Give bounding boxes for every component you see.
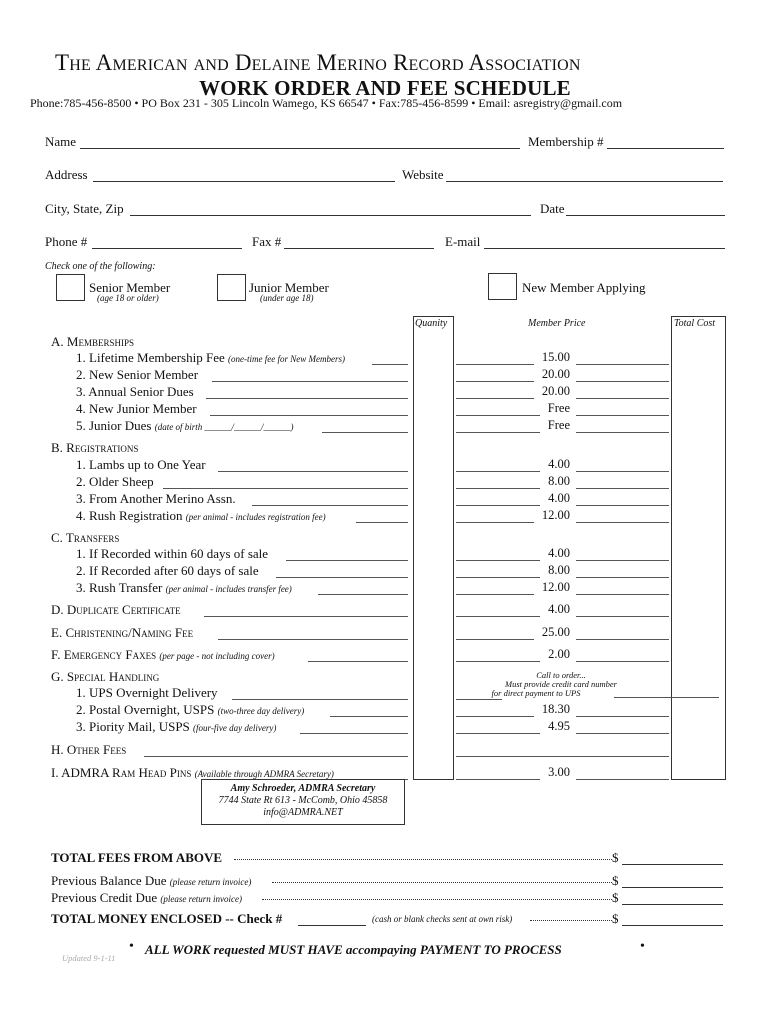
price-header: Member Price xyxy=(528,318,586,329)
address-label: Address xyxy=(45,167,88,182)
c3-note: (per animal - includes transfer fee) xyxy=(165,584,292,594)
total-fees-dollar: $ xyxy=(612,850,619,865)
f-price: 2.00 xyxy=(548,647,570,661)
f-leader xyxy=(308,661,408,662)
a2-price: 20.00 xyxy=(541,367,570,381)
a1-price: 15.00 xyxy=(541,350,570,364)
updated-date: Updated 9-1-11 xyxy=(62,953,116,963)
section-a-heading: A. Memberships xyxy=(51,334,134,349)
b3-total-line xyxy=(576,505,669,506)
a1-label xyxy=(76,350,345,366)
c2-total-line xyxy=(576,577,669,578)
a5-leader xyxy=(322,432,408,433)
i-total-line xyxy=(576,779,669,780)
e-total-line xyxy=(576,639,669,640)
g2-text: 2. Postal Overnight, USPS xyxy=(76,702,215,717)
prev-balance-row xyxy=(51,873,251,889)
bullet-left-icon: • xyxy=(129,939,134,954)
a3-price-leader xyxy=(456,398,534,399)
g1-price-leader xyxy=(456,699,502,700)
money-enclosed-dollar: $ xyxy=(612,911,619,926)
d-price-leader xyxy=(456,616,540,617)
b4-price-leader xyxy=(456,522,534,523)
prev-credit-label: Previous Credit Due xyxy=(51,890,158,905)
c3-price-leader xyxy=(456,594,534,595)
i-price: 3.00 xyxy=(548,765,570,779)
g2-leader xyxy=(330,716,408,717)
total-fees-field[interactable] xyxy=(622,864,723,865)
bullet-right-icon: • xyxy=(640,939,645,954)
b3-price-leader xyxy=(456,505,540,506)
a4-price-leader xyxy=(456,415,540,416)
b4-note: (per animal - includes registration fee) xyxy=(185,512,326,522)
f-note: (per page - not including cover) xyxy=(159,651,275,661)
city-field[interactable] xyxy=(130,215,531,216)
date-label: Date xyxy=(540,201,565,216)
email-field[interactable] xyxy=(484,248,725,249)
section-g-heading: G. Special Handling xyxy=(51,669,160,684)
b1-total-line xyxy=(576,471,669,472)
b2-total-line xyxy=(576,488,669,489)
total-column[interactable] xyxy=(671,316,726,780)
new-member-label: New Member Applying xyxy=(522,280,646,295)
c1-total-line xyxy=(576,560,669,561)
money-enclosed-dots xyxy=(530,920,612,921)
b1-label: 1. Lambs up to One Year xyxy=(76,457,206,472)
junior-member-checkbox[interactable] xyxy=(217,274,246,301)
total-header: Total Cost xyxy=(674,318,716,329)
section-f-heading: F. Emergency Faxes xyxy=(51,647,157,662)
prev-credit-dots xyxy=(262,899,612,900)
b4-price: 12.00 xyxy=(541,508,570,522)
c2-label: 2. If Recorded after 60 days of sale xyxy=(76,563,259,578)
a3-total-line xyxy=(576,398,669,399)
c3-price: 12.00 xyxy=(541,580,570,594)
contact-line: Phone:785-456-8500 • PO Box 231 - 305 Lincoln Wamego, KS 66547 • Fax:785-456-8599 • Email: asregistry@gmail.com xyxy=(30,96,623,110)
fax-label: Fax # xyxy=(252,234,282,249)
senior-member-note: (age 18 or older) xyxy=(97,293,159,303)
g2-note: (two-three day delivery) xyxy=(217,706,305,716)
c2-price: 8.00 xyxy=(548,563,570,577)
b4-leader xyxy=(356,522,408,523)
a5-label xyxy=(76,418,293,434)
section-f-row xyxy=(51,647,275,663)
b2-price-leader xyxy=(456,488,540,489)
address-field[interactable] xyxy=(93,181,395,182)
g3-price: 4.95 xyxy=(548,719,570,733)
c3-label xyxy=(76,580,292,596)
a5-price: Free xyxy=(547,418,570,432)
new-member-checkbox[interactable] xyxy=(488,273,517,300)
b4-text: 4. Rush Registration xyxy=(76,508,183,523)
a5-total-line xyxy=(576,432,669,433)
a3-leader xyxy=(206,398,408,399)
senior-member-label: Senior Member xyxy=(89,280,171,295)
b2-price: 8.00 xyxy=(548,474,570,488)
fax-field[interactable] xyxy=(284,248,434,249)
b4-total-line xyxy=(576,522,669,523)
b3-price: 4.00 xyxy=(548,491,570,505)
e-price-leader xyxy=(456,639,534,640)
b1-price-leader xyxy=(456,471,540,472)
a5-text: 5. Junior Dues xyxy=(76,418,152,433)
a4-price: Free xyxy=(547,401,570,415)
section-h-heading: H. Other Fees xyxy=(51,742,127,757)
name-field[interactable] xyxy=(80,148,520,149)
g-call-to-order: Call to order... xyxy=(536,670,586,680)
money-enclosed-field[interactable] xyxy=(622,925,723,926)
e-price: 25.00 xyxy=(541,625,570,639)
prev-balance-dots xyxy=(272,882,612,883)
section-i-heading: I. ADMRA Ram Head Pins xyxy=(51,765,192,780)
section-b-heading: B. Registrations xyxy=(51,440,139,455)
g2-label xyxy=(76,702,304,718)
prev-balance-dollar: $ xyxy=(612,873,619,888)
g3-leader xyxy=(300,733,408,734)
section-e-heading: E. Christening/Naming Fee xyxy=(51,625,194,640)
section-c-heading: C. Transfers xyxy=(51,530,120,545)
date-field[interactable] xyxy=(566,215,725,216)
g1-label: 1. UPS Overnight Delivery xyxy=(76,685,218,700)
g-credit-card-note: Must provide credit card number xyxy=(505,679,617,689)
money-enclosed-note: (cash or blank checks sent at own risk) xyxy=(372,914,513,924)
prev-balance-label: Previous Balance Due xyxy=(51,873,167,888)
secretary-name: Amy Schroeder, ADMRA Secretary xyxy=(230,783,376,794)
g1-total-line xyxy=(614,697,719,698)
c2-price-leader xyxy=(456,577,540,578)
a1-total-line xyxy=(576,364,669,365)
e-leader xyxy=(218,639,408,640)
membership-field[interactable] xyxy=(607,148,724,149)
junior-member-label: Junior Member xyxy=(249,280,329,295)
h-price-leader xyxy=(456,756,669,757)
a5-price-leader xyxy=(456,432,540,433)
c3-leader xyxy=(318,594,408,595)
a2-total-line xyxy=(576,381,669,382)
check-number-field[interactable] xyxy=(298,925,366,926)
c1-price-leader xyxy=(456,560,540,561)
junior-member-note: (under age 18) xyxy=(260,293,314,303)
a5-note: (date of birth ______/______/______) xyxy=(154,422,294,432)
prev-credit-row xyxy=(51,890,242,906)
phone-field[interactable] xyxy=(92,248,242,249)
a2-label: 2. New Senior Member xyxy=(76,367,199,382)
d-leader xyxy=(204,616,408,617)
c1-leader xyxy=(286,560,408,561)
g2-price: 18.30 xyxy=(541,702,570,716)
a3-price: 20.00 xyxy=(541,384,570,398)
g3-text: 3. Piority Mail, USPS xyxy=(76,719,190,734)
prev-credit-note: (please return invoice) xyxy=(160,894,243,904)
c1-price: 4.00 xyxy=(548,546,570,560)
f-total-line xyxy=(576,661,669,662)
section-d-heading: D. Duplicate Certificate xyxy=(51,602,181,617)
b2-label: 2. Older Sheep xyxy=(76,474,154,489)
c3-text: 3. Rush Transfer xyxy=(76,580,163,595)
money-enclosed-label: TOTAL MONEY ENCLOSED -- Check # xyxy=(51,911,283,926)
a4-total-line xyxy=(576,415,669,416)
g2-price-leader xyxy=(456,716,534,717)
prev-balance-note: (please return invoice) xyxy=(169,877,252,887)
a3-label: 3. Annual Senior Dues xyxy=(76,384,194,399)
total-fees-dots xyxy=(234,859,612,860)
a4-leader xyxy=(210,415,408,416)
membership-label: Membership # xyxy=(528,134,604,149)
h-leader xyxy=(144,756,408,757)
a2-leader xyxy=(212,381,408,382)
website-field[interactable] xyxy=(446,181,723,182)
prev-balance-field[interactable] xyxy=(622,887,723,888)
a4-label: 4. New Junior Member xyxy=(76,401,197,416)
a1-note: (one-time fee for New Members) xyxy=(228,354,345,364)
g3-total-line xyxy=(576,733,669,734)
city-label: City, State, Zip xyxy=(45,201,124,216)
d-price: 4.00 xyxy=(548,602,570,616)
g3-label xyxy=(76,719,276,735)
check-prompt: Check one of the following: xyxy=(45,261,156,272)
b2-leader xyxy=(163,488,408,489)
organization-name: The American and Delaine Merino Record Association xyxy=(55,50,581,75)
d-total-line xyxy=(576,616,669,617)
b3-leader xyxy=(252,505,408,506)
senior-member-checkbox[interactable] xyxy=(56,274,85,301)
b3-label: 3. From Another Merino Assn. xyxy=(76,491,236,506)
website-label: Website xyxy=(402,167,444,182)
name-label: Name xyxy=(45,134,77,149)
i-price-leader xyxy=(456,779,540,780)
g-ups-payment-note: for direct payment to UPS xyxy=(491,688,581,698)
total-fees-label: TOTAL FEES FROM ABOVE xyxy=(51,850,223,865)
prev-credit-dollar: $ xyxy=(612,890,619,905)
phone-label: Phone # xyxy=(45,234,88,249)
a1-leader xyxy=(372,364,408,365)
f-price-leader xyxy=(456,661,540,662)
quantity-header: Quanity xyxy=(415,318,448,329)
b1-price: 4.00 xyxy=(548,457,570,471)
payment-notice: ALL WORK requested MUST HAVE accompaying PAYMENT TO PROCESS xyxy=(145,942,562,957)
i-note: (Available through ADMRA Secretary) xyxy=(194,769,334,779)
secretary-address: 7744 State Rt 613 - McComb, Ohio 45858 xyxy=(218,795,388,806)
b1-leader xyxy=(218,471,408,472)
g3-note: (four-five day delivery) xyxy=(193,723,277,733)
g1-leader xyxy=(232,699,408,700)
email-label: E-mail xyxy=(445,234,481,249)
secretary-email: info@ADMRA.NET xyxy=(263,807,343,818)
secretary-box xyxy=(201,779,405,825)
quantity-column[interactable] xyxy=(413,316,454,780)
a2-price-leader xyxy=(456,381,534,382)
g3-price-leader xyxy=(456,733,540,734)
form-title: WORK ORDER AND FEE SCHEDULE xyxy=(199,76,571,100)
a1-text: 1. Lifetime Membership Fee xyxy=(76,350,225,365)
prev-credit-field[interactable] xyxy=(622,904,723,905)
c2-leader xyxy=(276,577,408,578)
g2-total-line xyxy=(576,716,669,717)
a1-price-leader xyxy=(456,364,534,365)
b4-label xyxy=(76,508,326,524)
c3-total-line xyxy=(576,594,669,595)
c1-label: 1. If Recorded within 60 days of sale xyxy=(76,546,269,561)
